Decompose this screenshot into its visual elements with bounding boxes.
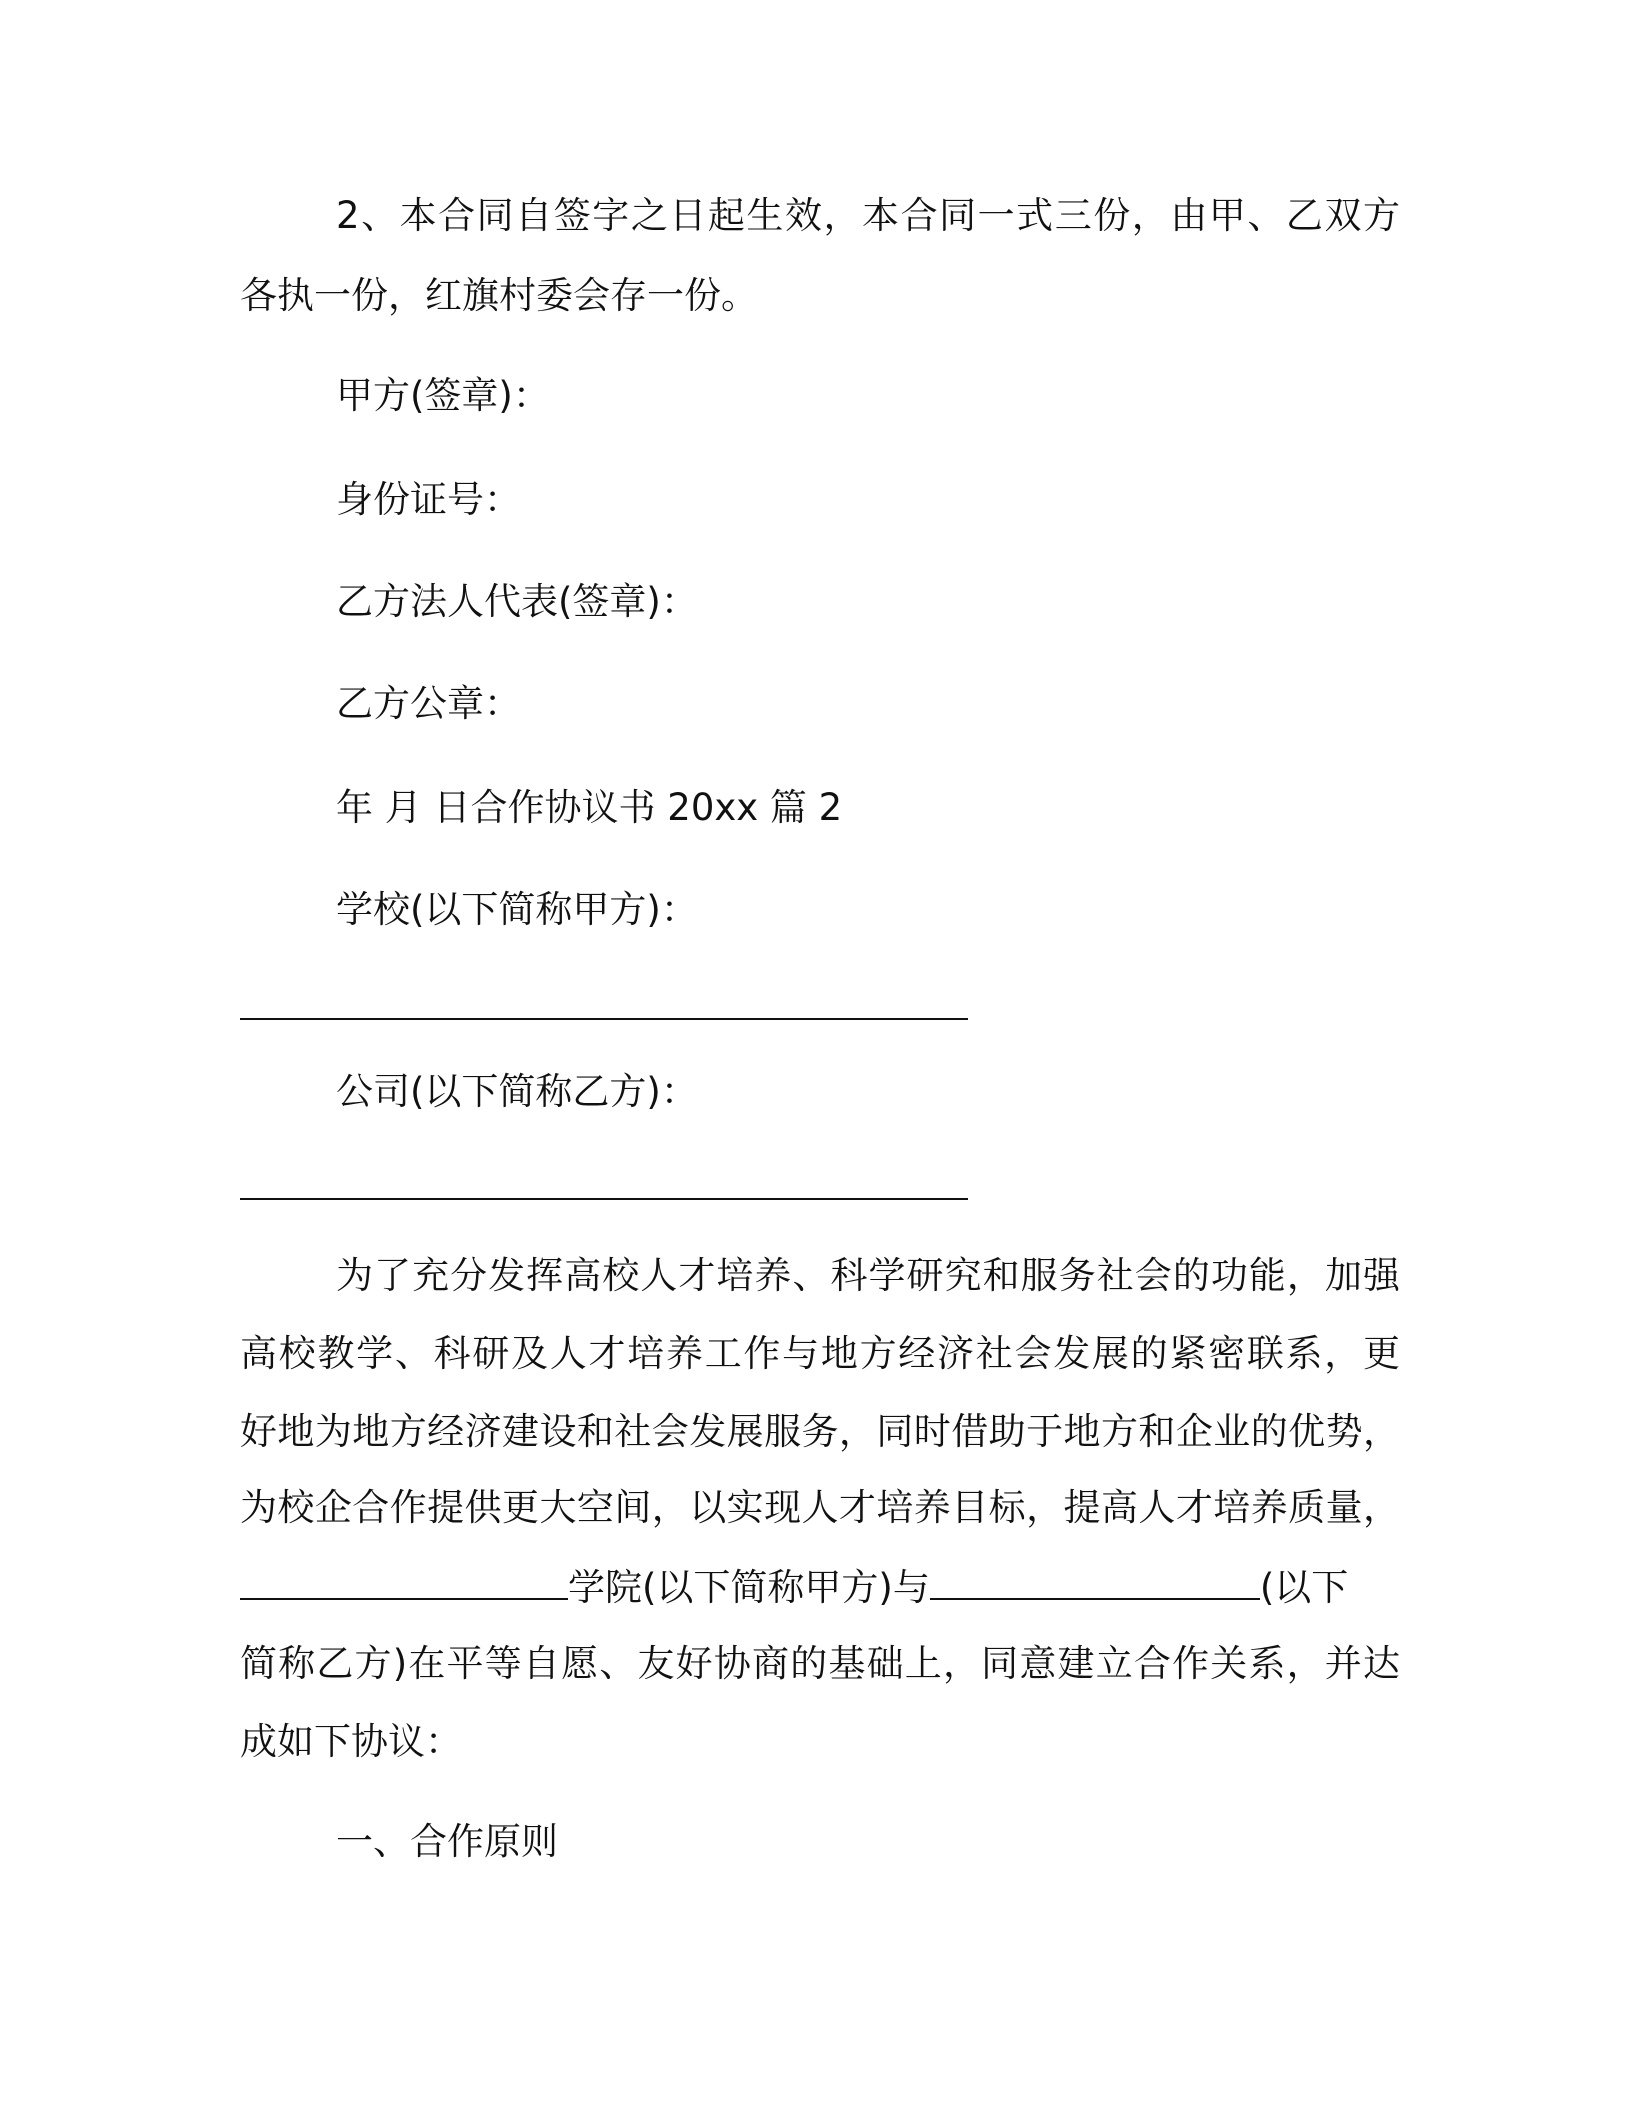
party-b-representative: 乙方法人代表(签章)：: [336, 580, 698, 623]
blank-line-text: 学院(以下简称甲方)与: [568, 1566, 930, 1609]
fill-in-line: [240, 1018, 968, 1020]
body-line: 高校教学、科研及人才培养工作与地方经济社会发展的紧密联系，更: [240, 1332, 1400, 1375]
school-label: 学校(以下简称甲方)：: [336, 888, 698, 931]
party-b-seal: 乙方公章：: [336, 682, 521, 725]
blank-line-text: (以下: [1259, 1566, 1349, 1609]
section-heading: 一、合作原则: [336, 1820, 558, 1863]
body-line: 为校企合作提供更大空间，以实现人才培养目标，提高人才培养质量，: [240, 1486, 1400, 1529]
signature-party-a: 甲方(签章)：: [336, 374, 550, 417]
fill-in-line: [240, 1198, 968, 1200]
blank-field: [930, 1562, 1260, 1600]
body-line: 为了充分发挥高校人才培养、科学研究和服务社会的功能，加强: [336, 1254, 1400, 1297]
id-number-label: 身份证号：: [336, 478, 521, 521]
body-line: 简称乙方)在平等自愿、友好协商的基础上，同意建立合作关系，并达: [240, 1642, 1400, 1685]
company-label: 公司(以下简称乙方)：: [336, 1070, 698, 1113]
document-title-line: 年 月 日合作协议书 20xx 篇 2: [336, 786, 843, 829]
paragraph-line: 各执一份，红旗村委会存一份。: [240, 274, 758, 317]
paragraph-line: 2、本合同自签字之日起生效，本合同一式三份，由甲、乙双方: [336, 194, 1400, 237]
body-line: 好地为地方经济建设和社会发展服务，同时借助于地方和企业的优势，: [240, 1410, 1400, 1453]
blank-field: [240, 1562, 568, 1600]
body-line-with-blanks: [240, 1562, 1400, 1612]
body-line: 成如下协议：: [240, 1720, 462, 1763]
